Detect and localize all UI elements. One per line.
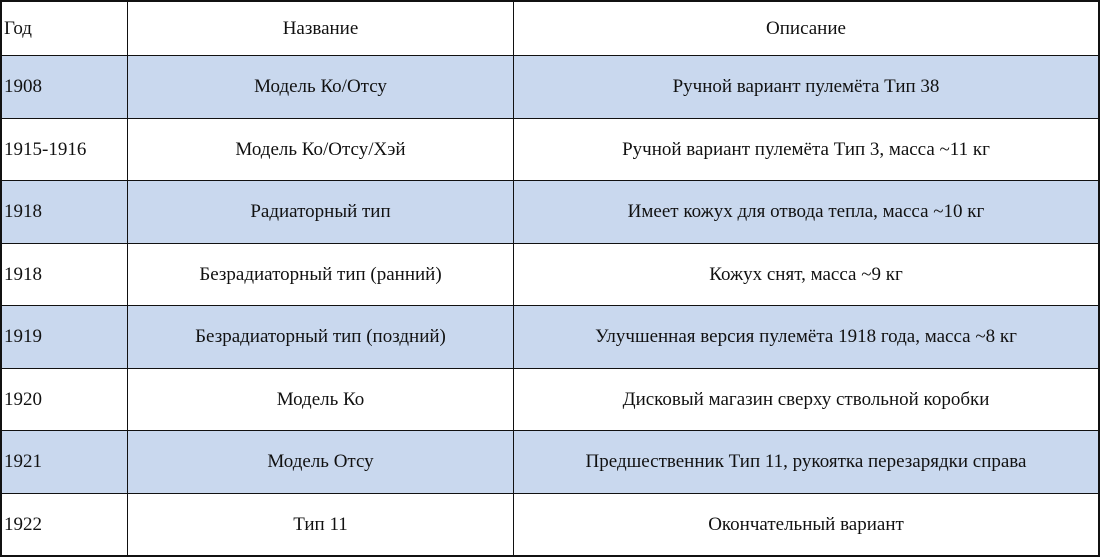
cell-name: Безрадиаторный тип (поздний) [128, 306, 514, 369]
table-header-row [2, 2, 1099, 56]
cell-year: 1918 [2, 244, 128, 306]
cell-name: Тип 11 [128, 494, 514, 556]
table-row [2, 306, 1099, 369]
table-row [2, 181, 1099, 244]
cell-description: Ручной вариант пулемёта Тип 3, масса ~11 кг [514, 119, 1099, 181]
table-row [2, 431, 1099, 494]
cell-year: 1922 [2, 494, 128, 556]
column-header-description: Описание [514, 2, 1099, 56]
column-header-year: Год [2, 2, 128, 56]
cell-name: Радиаторный тип [128, 181, 514, 244]
variants-table [1, 1, 1099, 556]
column-header-name: Название [128, 2, 514, 56]
cell-year: 1915-1916 [2, 119, 128, 181]
cell-description: Кожух снят, масса ~9 кг [514, 244, 1099, 306]
cell-description: Имеет кожух для отвода тепла, масса ~10 кг [514, 181, 1099, 244]
table-row [2, 494, 1099, 556]
cell-description: Окончательный вариант [514, 494, 1099, 556]
cell-year: 1908 [2, 56, 128, 119]
cell-name: Модель Ко/Отсу/Хэй [128, 119, 514, 181]
cell-name: Безрадиаторный тип (ранний) [128, 244, 514, 306]
cell-name: Модель Ко/Отсу [128, 56, 514, 119]
table-row [2, 244, 1099, 306]
cell-description: Дисковый магазин сверху ствольной коробки [514, 369, 1099, 431]
table-row [2, 369, 1099, 431]
cell-description: Предшественник Тип 11, рукоятка перезарядки справа [514, 431, 1099, 494]
cell-year: 1921 [2, 431, 128, 494]
cell-name: Модель Ко [128, 369, 514, 431]
table-row [2, 119, 1099, 181]
cell-year: 1918 [2, 181, 128, 244]
cell-description: Ручной вариант пулемёта Тип 38 [514, 56, 1099, 119]
cell-year: 1920 [2, 369, 128, 431]
table-row [2, 56, 1099, 119]
cell-description: Улучшенная версия пулемёта 1918 года, масса ~8 кг [514, 306, 1099, 369]
cell-year: 1919 [2, 306, 128, 369]
cell-name: Модель Отсу [128, 431, 514, 494]
